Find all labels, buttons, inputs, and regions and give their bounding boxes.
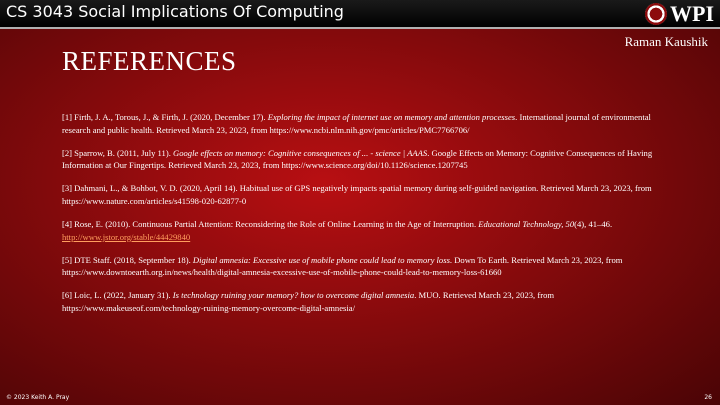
reference-text: . Down To Earth. Retrieved March 23, 2023, from https://www.downtoearth.org.in/news/health/digital-amnesia-excessive-use-of-mobile-phone-could-lead-to-memory-loss-61660 xyxy=(62,254,623,278)
reference-text: [4] Rose, E. (2010). Continuous Partial Attention: Reconsidering the Role of Online Learning in the Age of Interruption. xyxy=(62,219,479,230)
reference-text: . MUO. Retrieved March 23, 2023, from https://www.makeuseof.com/technology-ruining-memory-overcome-digital-amnesia/ xyxy=(62,290,555,314)
slide-heading: REFERENCES xyxy=(62,46,237,76)
reference-text: [1] Firth, J. A., Torous, J., & Firth, J. (2020, December 17). xyxy=(62,112,268,122)
reference-item xyxy=(62,218,672,243)
reference-title: Digital amnesia: Excessive use of mobile phone could lead to memory loss xyxy=(192,254,450,265)
reference-title: Google effects on memory: Cognitive consequences of ... - science | AAAS xyxy=(173,147,428,158)
references-list xyxy=(62,111,672,325)
wpi-seal-icon xyxy=(645,3,667,25)
reference-link[interactable]: http://www.jstor.org/stable/44429840 xyxy=(62,231,191,242)
reference-item xyxy=(62,147,672,172)
wpi-wordmark: WPI xyxy=(670,1,714,26)
title-bar xyxy=(0,0,720,29)
reference-text: [3] Dahmani, L., & Bohbot, V. D. (2020, April 14). Habitual use of GPS negatively impacts spatial memory during self-guided navigation. Retrieved March 23, 2023, from https://www.nature.com/articles/s41598-020-62877-0 xyxy=(62,183,652,206)
reference-text: [5] DTE Staff. (2018, September 18). xyxy=(62,254,193,265)
reference-item xyxy=(62,254,672,279)
reference-title: Educational Technology, 50 xyxy=(478,219,575,230)
reference-item xyxy=(62,111,672,136)
reference-text: [6] Loic, L. (2022, January 31). xyxy=(62,290,173,301)
reference-text: . Google Effects on Memory: Cognitive Consequences of Having Information at Our Fingertips. Retrieved March 23, 2023, from https://www.science.org/doi/10.1126/science.1207745 xyxy=(62,147,653,171)
reference-text: [2] Sparrow, B. (2011, July 11). xyxy=(62,147,173,158)
reference-item xyxy=(62,289,672,314)
reference-item xyxy=(62,182,672,207)
copyright-footer: © 2023 Keith A. Pray xyxy=(6,394,70,401)
course-title: CS 3043 Social Implications Of Computing xyxy=(6,2,344,21)
reference-text: (4), 41–46. xyxy=(574,219,613,230)
reference-text: . International journal of environmental research and public health. Retrieved March 23, 2023, from https://www.ncbi.nlm.nih.gov/pmc/articles/PMC7766706/ xyxy=(62,112,651,135)
author-name: Raman Kaushik xyxy=(624,34,708,49)
reference-title: Is technology ruining your memory? how to overcome digital amnesia xyxy=(172,290,415,301)
page-number: 26 xyxy=(704,394,712,401)
wpi-logo xyxy=(645,1,714,26)
reference-title: Exploring the impact of internet use on memory and attention processes xyxy=(267,112,516,122)
